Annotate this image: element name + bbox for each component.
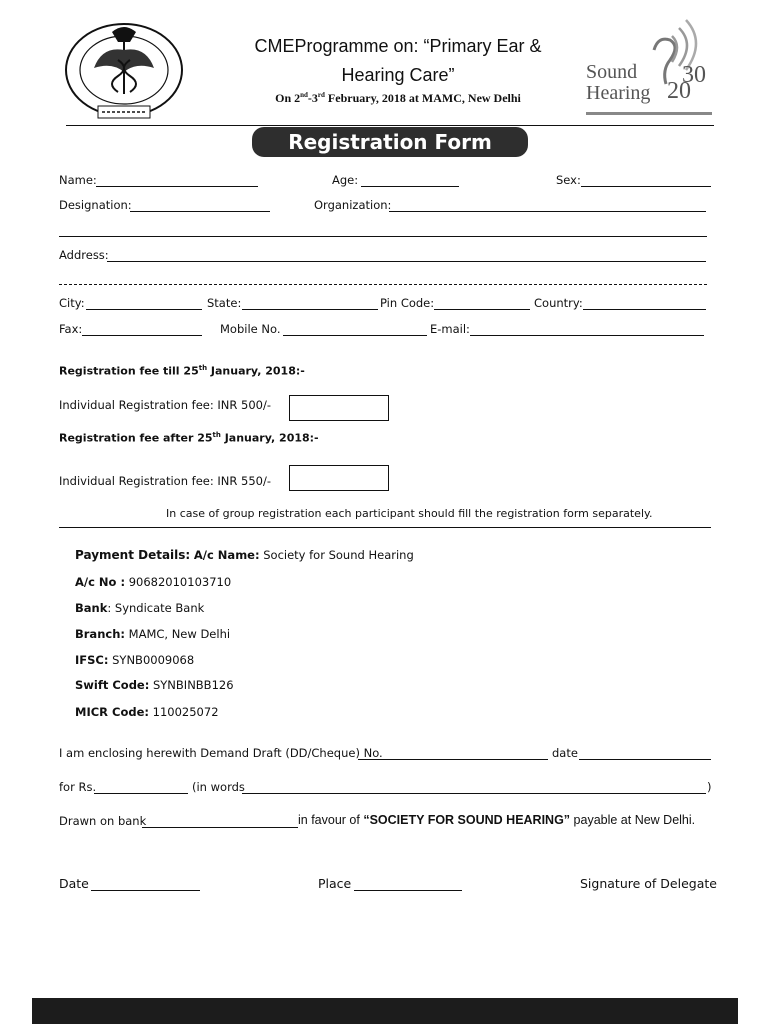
mobile-field[interactable] — [283, 335, 427, 336]
swift-value: SYNBINBB126 — [152, 678, 234, 692]
state-field[interactable] — [242, 309, 378, 310]
designation-label: Designation: — [59, 198, 132, 212]
footer-place-field[interactable] — [354, 890, 462, 891]
city-label: City: — [59, 296, 85, 310]
fee-before-heading: Registration fee till 25th January, 2018:- — [59, 364, 305, 378]
drawn-on-bank-label: Drawn on bank — [59, 814, 147, 828]
ac-no-row — [75, 575, 231, 589]
pin-code-field[interactable] — [434, 309, 530, 310]
signature-label: Signature of Delegate — [580, 876, 717, 891]
email-label: E-mail: — [430, 322, 470, 336]
logo-year-30: 30 — [682, 62, 706, 88]
micr-row — [75, 705, 219, 719]
branch-row — [75, 627, 230, 641]
ac-name-label: A/c Name: — [193, 548, 260, 562]
address-label: Address: — [59, 248, 109, 262]
branch-value: MAMC, New Delhi — [128, 627, 231, 641]
footer-place-label: Place — [318, 876, 352, 891]
age-field[interactable] — [361, 186, 459, 187]
ac-no-value: 90682010103710 — [128, 575, 232, 589]
event-title-line-1: CMEProgramme on: “Primary Ear & — [254, 36, 542, 56]
mobile-label: Mobile No. — [220, 322, 281, 336]
fee-after-heading: Registration fee after 25th January, 2018:- — [59, 431, 319, 445]
dd-date-label: date — [552, 746, 578, 760]
ac-no-label: A/c No : — [75, 575, 126, 589]
fee-before-checkbox[interactable] — [289, 395, 389, 421]
registration-form-banner: Registration Form — [252, 127, 528, 157]
amount-field[interactable] — [94, 793, 188, 794]
state-label: State: — [207, 296, 242, 310]
name-field[interactable] — [96, 186, 258, 187]
favour-statement: in favour of “SOCIETY FOR SOUND HEARING” payable at New Delhi. — [298, 813, 696, 827]
amount-label: for Rs. — [59, 780, 97, 794]
name-label: Name: — [59, 173, 97, 187]
bank-row — [75, 601, 204, 615]
footer-bar — [32, 998, 738, 1024]
payment-heading: Payment Details: — [75, 548, 191, 562]
event-date: On 2nd-3rd February, 2018 at MAMC, New Delhi — [275, 91, 521, 105]
sex-label: Sex: — [556, 173, 581, 187]
group-registration-note: In case of group registration each participant should fill the registration form separately. — [166, 507, 653, 520]
organization-field[interactable] — [389, 211, 706, 212]
drawn-on-bank-field[interactable] — [142, 827, 298, 828]
fee-before-label: Individual Registration fee: INR 500/- — [59, 398, 272, 412]
country-field[interactable] — [583, 309, 706, 310]
age-label: Age: — [332, 173, 359, 187]
logo-text-hearing: Hearing — [586, 82, 651, 104]
micr-label: MICR Code: — [75, 705, 149, 719]
designation-field[interactable] — [130, 211, 270, 212]
event-title-line-2: Hearing Care” — [341, 65, 455, 85]
swift-label: Swift Code: — [75, 678, 150, 692]
fax-field[interactable] — [82, 335, 202, 336]
institution-emblem-logo — [62, 20, 186, 126]
micr-value: 110025072 — [152, 705, 219, 719]
ac-name-value: Society for Sound Hearing — [263, 548, 414, 562]
fee-after-label: Individual Registration fee: INR 550/- — [59, 474, 272, 488]
amount-in-words-field[interactable] — [242, 793, 706, 794]
address-field[interactable] — [107, 261, 706, 262]
dd-number-field[interactable] — [358, 759, 548, 760]
sound-hearing-2030-logo — [584, 16, 714, 116]
payment-details-row — [75, 548, 414, 562]
sex-field[interactable] — [581, 186, 711, 187]
swift-row — [75, 678, 234, 692]
bank-value: : Syndicate Bank — [107, 601, 205, 615]
ifsc-label: IFSC: — [75, 653, 109, 667]
amount-in-words-close: ) — [707, 780, 712, 794]
fax-label: Fax: — [59, 322, 83, 336]
email-field[interactable] — [470, 335, 704, 336]
logo-year-20: 20 — [667, 78, 691, 104]
address-field-continued[interactable] — [59, 284, 707, 285]
amount-in-words-label: (in words — [192, 780, 245, 794]
logo-text-sound: Sound — [586, 61, 638, 83]
country-label: Country: — [534, 296, 583, 310]
ifsc-row — [75, 653, 194, 667]
section-divider — [59, 527, 711, 528]
bank-label: Bank — [75, 601, 108, 615]
dd-date-field[interactable] — [579, 759, 711, 760]
organization-field-continued[interactable] — [59, 236, 707, 237]
pin-code-label: Pin Code: — [380, 296, 435, 310]
organization-label: Organization: — [314, 198, 392, 212]
footer-date-label: Date — [59, 876, 89, 891]
footer-date-field[interactable] — [91, 890, 200, 891]
fee-after-checkbox[interactable] — [289, 465, 389, 491]
city-field[interactable] — [86, 309, 202, 310]
branch-label: Branch: — [75, 627, 125, 641]
dd-enclosing-label: I am enclosing herewith Demand Draft (DD/Cheque) No. — [59, 746, 383, 760]
header-divider — [66, 125, 714, 126]
ifsc-value: SYNB0009068 — [112, 653, 195, 667]
